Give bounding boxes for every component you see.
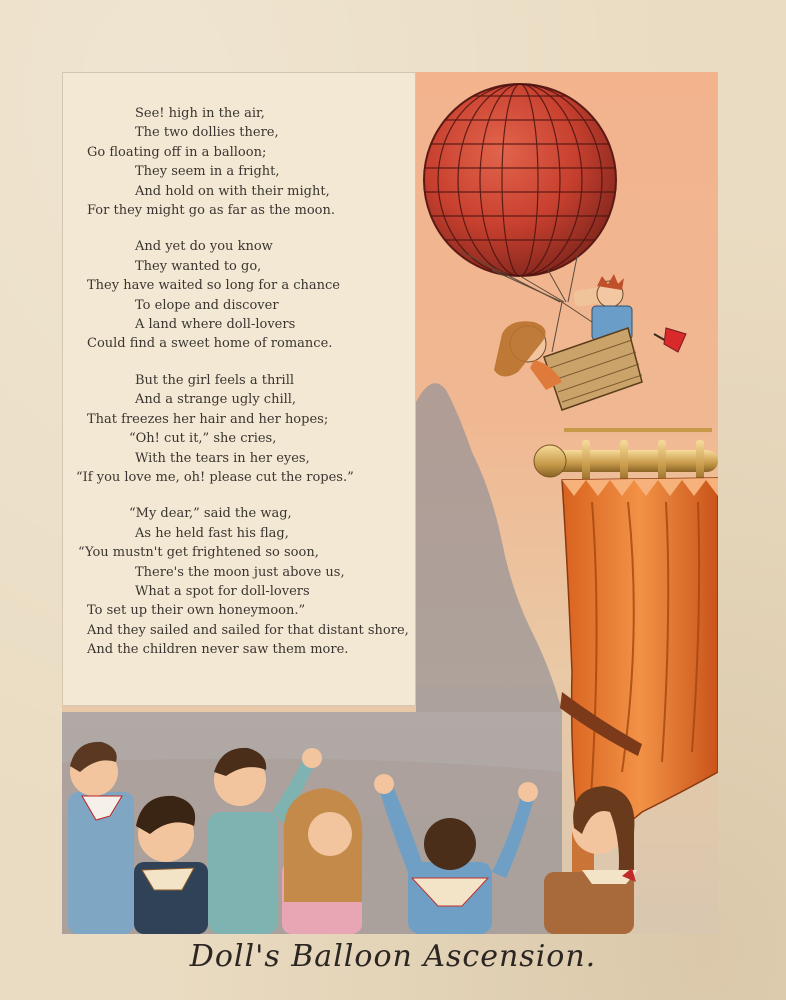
poem-line: “If you love me, oh! please cut the ropes.” [76,469,354,485]
poem-line: And they sailed and sailed for that distant shore, [87,622,409,638]
poem-line: As he held fast his flag, [135,525,289,541]
poem-line: For they might go as far as the moon. [87,203,335,219]
poem-line: They wanted to go, [135,258,262,274]
poem-line: With the tears in her eyes, [135,450,310,466]
poem-line: To set up their own honeymoon.” [87,603,306,619]
poem-line: And hold on with their might, [135,183,330,199]
poem-line: That freezes her hair and her hopes; [87,411,329,427]
poem-line: “You mustn't get frightened so soon, [78,545,319,561]
poem-line: And a strange ugly chill, [135,392,297,408]
poem-line: And the children never saw them more. [87,642,349,658]
page-caption: Doll's Balloon Ascension. [189,939,597,974]
poem-line: They seem in a fright, [135,164,280,180]
poem [62,104,416,677]
stanza-4 [62,504,416,659]
poem-line: Go floating off in a balloon; [87,144,267,160]
curtain [560,478,718,934]
poem-line: See! high in the air, [135,106,265,121]
poem-line: There's the moon just above us, [135,564,345,580]
stanza-3 [62,371,416,487]
poem-line: The two dollies there, [135,125,279,141]
poem-line: A land where doll-lovers [135,317,296,333]
poem-line: What a spot for doll-lovers [135,583,310,599]
poem-line: And yet do you know [135,239,273,255]
poem-line: To elope and discover [135,297,279,313]
poem-line: They have waited so long for a chance [87,278,340,294]
poem-line: “My dear,” said the wag, [129,506,292,522]
poem-line: But the girl feels a thrill [135,372,295,388]
basket-with-dolls [494,274,686,410]
stanza-2 [62,237,416,353]
stanza-1 [62,104,416,220]
curtain-rod [534,428,718,484]
poem-line: Could find a sweet home of romance. [87,336,333,352]
poem-line: “Oh! cut it,” she cries, [129,431,277,447]
